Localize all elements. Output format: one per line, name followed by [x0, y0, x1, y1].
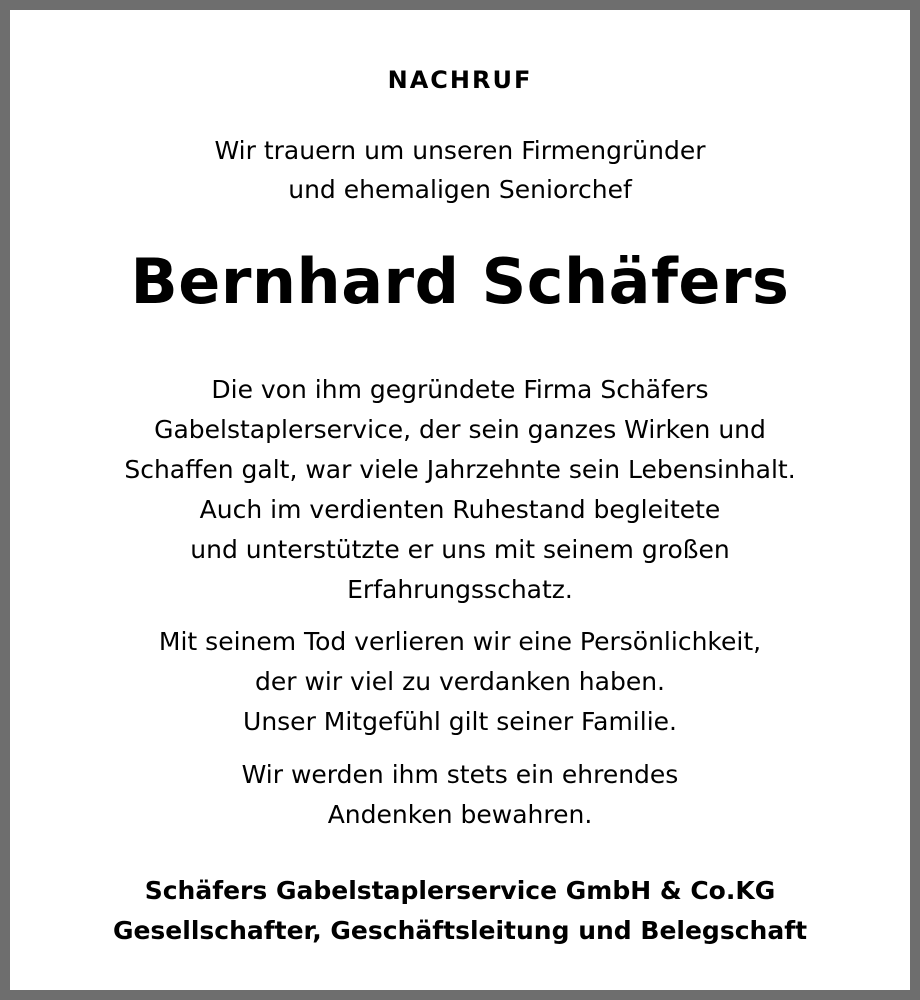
signature-block [20, 871, 900, 951]
tribute-line: Schaffen galt, war viele Jahrzehnte sein Lebensinhalt. [124, 455, 796, 484]
tribute-line: Gabelstaplerservice, der sein ganzes Wirken und [154, 415, 766, 444]
signatories: Gesellschafter, Geschäftsleitung und Belegschaft [112, 916, 808, 945]
heading-text: NACHRUF [387, 66, 533, 94]
company-name: Schäfers Gabelstaplerservice GmbH & Co.KG [144, 876, 776, 905]
condolence-paragraph [20, 622, 900, 742]
remembrance-paragraph [20, 755, 900, 835]
condolence-line: Mit seinem Tod verlieren wir eine Persönlichkeit, [158, 627, 762, 656]
remembrance-line: Andenken bewahren. [327, 800, 593, 829]
condolence-line: Unser Mitgefühl gilt seiner Familie. [243, 707, 677, 736]
intro-line: und ehemaligen Seniorchef [288, 175, 632, 204]
remembrance-line: Wir werden ihm stets ein ehrendes [241, 760, 679, 789]
tribute-paragraph [20, 370, 900, 610]
deceased-name [20, 242, 900, 322]
tribute-line: Auch im verdienten Ruhestand begleitete [199, 495, 721, 524]
tribute-line: Die von ihm gegründete Firma Schäfers [211, 375, 709, 404]
intro-text [20, 131, 900, 209]
obituary-content [20, 20, 900, 980]
condolence-line: der wir viel zu verdanken haben. [254, 667, 666, 696]
tribute-line: und unterstützte er uns mit seinem großen [190, 535, 730, 564]
obituary-heading [20, 65, 900, 95]
deceased-name-text: Bernhard Schäfers [130, 245, 790, 318]
intro-line: Wir trauern um unseren Firmengründer [214, 136, 706, 165]
tribute-line: Erfahrungsschatz. [347, 575, 573, 604]
